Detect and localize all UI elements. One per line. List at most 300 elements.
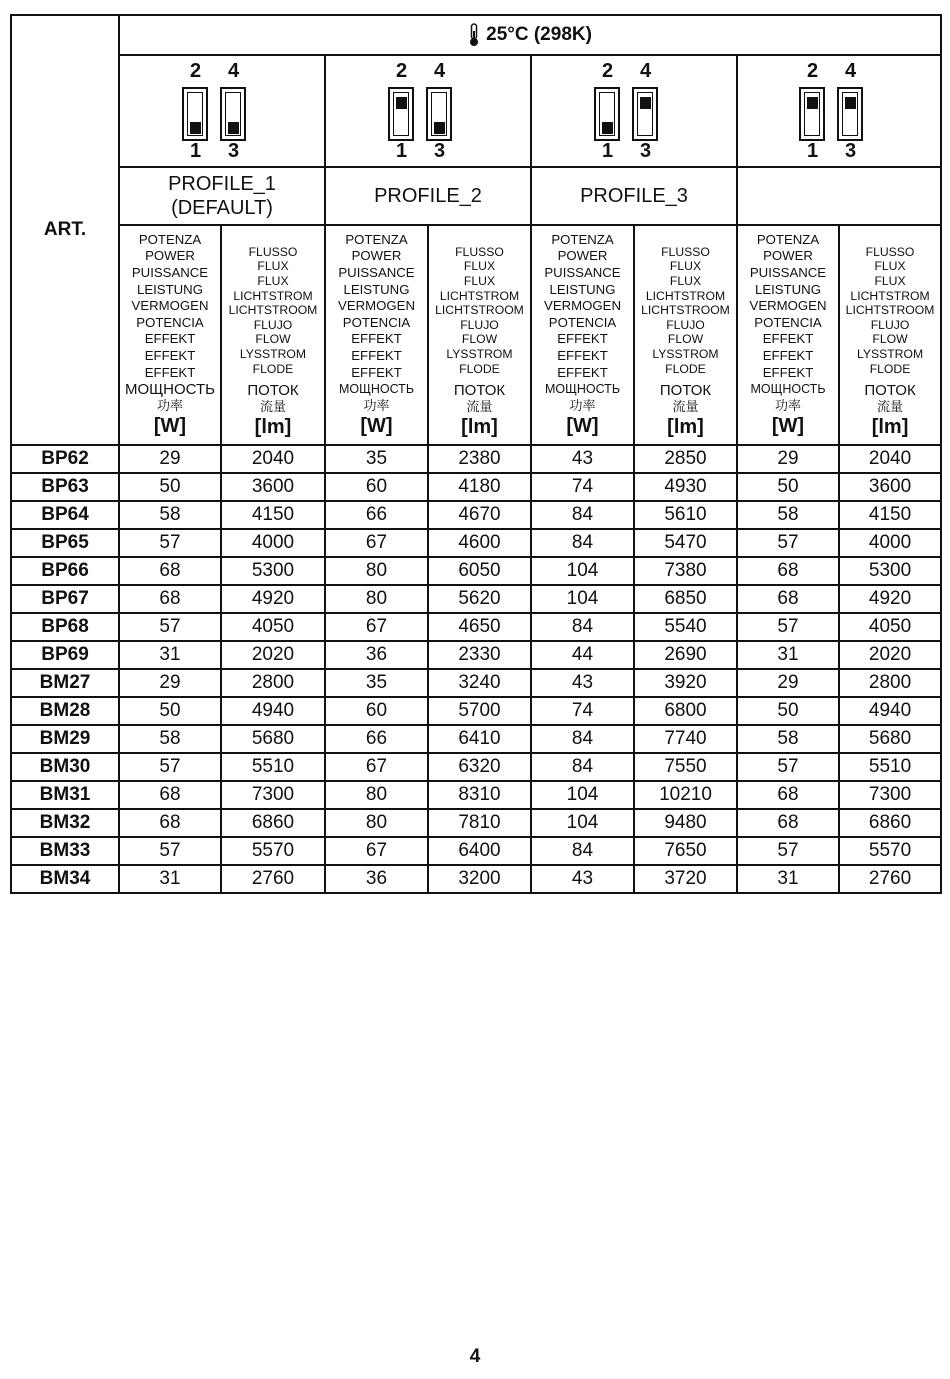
dip-switch-cell xyxy=(119,55,325,167)
profile-label: PROFILE_1 xyxy=(168,173,276,195)
power-term: VERMOGEN xyxy=(338,298,415,314)
power-value: 31 xyxy=(119,865,221,893)
flux-value: 5610 xyxy=(634,501,737,529)
power-value: 57 xyxy=(737,837,839,865)
dip-switch-knob xyxy=(190,122,201,134)
art-header xyxy=(11,15,119,445)
flux-term: LICHTSTROM xyxy=(645,288,726,303)
dip-switch-icon xyxy=(182,61,262,161)
flux-value: 4930 xyxy=(634,473,737,501)
dip-switch-number: 2 xyxy=(807,60,819,82)
dip-switch-cell xyxy=(531,55,737,167)
flux-value: 8310 xyxy=(428,781,531,809)
profile-label-cell xyxy=(325,167,531,225)
profile-sublabel: (DEFAULT) xyxy=(171,197,273,219)
flux-value: 2380 xyxy=(428,445,531,473)
flux-term: LICHTSTROM xyxy=(233,288,313,303)
power-value: 58 xyxy=(737,501,839,529)
flux-term: LYSSTROM xyxy=(446,346,513,361)
power-term: POTENCIA xyxy=(342,314,411,330)
power-value: 104 xyxy=(531,585,634,613)
flux-value: 5470 xyxy=(634,529,737,557)
power-term: POWER xyxy=(557,248,608,264)
dip-switch xyxy=(426,87,452,141)
dip-switch-knob xyxy=(640,97,651,109)
power-value: 80 xyxy=(325,557,428,585)
flux-value: 3720 xyxy=(634,865,737,893)
power-term: PUISSANCE xyxy=(749,265,827,281)
dip-switch-number: 1 xyxy=(396,140,408,162)
flux-term: LICHTSTROM xyxy=(850,288,930,303)
dip-switch-number: 4 xyxy=(228,60,240,82)
flux-value: 4000 xyxy=(221,529,325,557)
power-term-ru: МОЩНОСТЬ xyxy=(750,382,826,397)
flux-term: FLUSSO xyxy=(661,244,710,259)
flux-term-ru: ПОТОК xyxy=(247,382,299,400)
dip-switch-cell xyxy=(737,55,941,167)
dip-switch-number: 3 xyxy=(640,140,652,162)
power-term-ru: МОЩНОСТЬ xyxy=(338,382,415,397)
power-value: 43 xyxy=(531,445,634,473)
power-value: 29 xyxy=(737,445,839,473)
power-value: 68 xyxy=(119,557,221,585)
flux-label-cell xyxy=(221,225,325,445)
power-value: 84 xyxy=(531,529,634,557)
flux-value: 6860 xyxy=(221,809,325,837)
power-value: 57 xyxy=(119,529,221,557)
dip-switch xyxy=(182,87,208,141)
power-value: 57 xyxy=(119,753,221,781)
flux-value: 4670 xyxy=(428,501,531,529)
power-value: 84 xyxy=(531,501,634,529)
profile-row xyxy=(11,167,941,225)
power-value: 68 xyxy=(737,585,839,613)
flux-value: 3200 xyxy=(428,865,531,893)
flux-term: FLUSSO xyxy=(455,244,504,259)
flux-value: 2690 xyxy=(634,641,737,669)
dip-switch-number: 3 xyxy=(434,140,446,162)
flux-term: FLOW xyxy=(667,332,704,347)
flux-term: LICHTSTROOM xyxy=(845,303,935,318)
power-value: 35 xyxy=(325,669,428,697)
power-value: 84 xyxy=(531,613,634,641)
flux-value: 5300 xyxy=(221,557,325,585)
flux-value: 4920 xyxy=(221,585,325,613)
dip-switch-number: 1 xyxy=(807,140,819,162)
flux-term: LICHTSTROOM xyxy=(641,303,730,318)
flux-term: LYSSTROM xyxy=(239,346,307,361)
flux-term: FLOW xyxy=(461,332,498,347)
power-value: 74 xyxy=(531,473,634,501)
flux-term: FLUX xyxy=(874,274,906,289)
power-term: EFFEKT xyxy=(144,331,196,347)
flux-term: FLODE xyxy=(252,361,294,376)
flux-term: FLUX xyxy=(463,274,496,289)
flux-term-zh: 流量 xyxy=(259,399,286,415)
power-term: PUISSANCE xyxy=(338,265,415,281)
page-number: 4 xyxy=(469,1346,481,1367)
power-value: 35 xyxy=(325,445,428,473)
art-code: BM32 xyxy=(11,809,119,837)
flux-term-ru: ПОТОК xyxy=(453,382,506,400)
power-value: 80 xyxy=(325,585,428,613)
power-term: LEISTUNG xyxy=(755,281,821,297)
temperature-row xyxy=(11,15,941,55)
flux-term: FLUJO xyxy=(666,317,705,332)
temperature-label: 25°C (298K) xyxy=(486,24,592,46)
power-value: 31 xyxy=(119,641,221,669)
art-label: ART. xyxy=(43,219,87,240)
art-code: BP68 xyxy=(11,613,119,641)
flux-value: 4000 xyxy=(839,529,941,557)
art-code: BP64 xyxy=(11,501,119,529)
flux-value: 7550 xyxy=(634,753,737,781)
power-value: 60 xyxy=(325,473,428,501)
power-value: 36 xyxy=(325,641,428,669)
flux-term: LYSSTROM xyxy=(652,346,719,361)
flux-term: LICHTSTROOM xyxy=(435,303,524,318)
flux-term: FLODE xyxy=(459,361,500,376)
flux-value: 5510 xyxy=(839,753,941,781)
flux-value: 10210 xyxy=(634,781,737,809)
dip-switch-number: 4 xyxy=(434,60,446,82)
flux-value: 5620 xyxy=(428,585,531,613)
flux-value: 2020 xyxy=(221,641,325,669)
flux-value: 5680 xyxy=(221,725,325,753)
flux-value: 5570 xyxy=(839,837,941,865)
flux-value: 4650 xyxy=(428,613,531,641)
flux-value: 6800 xyxy=(634,697,737,725)
dip-switch xyxy=(837,87,863,141)
flux-term: FLUJO xyxy=(253,317,293,332)
profile-label-cell xyxy=(119,167,325,225)
flux-value: 4150 xyxy=(839,501,941,529)
dip-switch xyxy=(799,87,825,141)
dip-switch-number: 3 xyxy=(845,140,857,162)
power-value: 68 xyxy=(737,781,839,809)
profile-label-cell xyxy=(531,167,737,225)
flux-value: 3600 xyxy=(839,473,941,501)
table-row xyxy=(11,473,941,501)
table-row xyxy=(11,641,941,669)
power-value: 104 xyxy=(531,809,634,837)
thermometer-icon xyxy=(468,23,480,47)
flux-value: 4150 xyxy=(221,501,325,529)
flux-term: FLOW xyxy=(872,332,908,347)
dip-switch-number: 2 xyxy=(190,60,202,82)
power-term: LEISTUNG xyxy=(137,281,203,297)
power-term: LEISTUNG xyxy=(343,281,410,297)
flux-unit: [lm] xyxy=(461,416,498,439)
power-value: 31 xyxy=(737,641,839,669)
flux-term-zh: 流量 xyxy=(466,399,493,415)
flux-value: 2800 xyxy=(839,669,941,697)
dip-switch-knob xyxy=(228,122,239,134)
art-code: BP69 xyxy=(11,641,119,669)
art-code: BP63 xyxy=(11,473,119,501)
flux-term: LICHTSTROM xyxy=(439,288,520,303)
table-row xyxy=(11,529,941,557)
flux-value: 3920 xyxy=(634,669,737,697)
flux-term: LYSSTROM xyxy=(856,346,924,361)
power-value: 29 xyxy=(119,669,221,697)
flux-value: 4180 xyxy=(428,473,531,501)
flux-value: 9480 xyxy=(634,809,737,837)
power-value: 43 xyxy=(531,865,634,893)
power-term: EFFEKT xyxy=(762,364,814,380)
flux-unit: [lm] xyxy=(871,416,909,439)
power-value: 29 xyxy=(119,445,221,473)
flux-term: FLUX xyxy=(874,259,906,274)
flux-term-ru: ПОТОК xyxy=(659,382,712,400)
power-term-zh: 功率 xyxy=(569,398,596,414)
dip-switch-number: 2 xyxy=(602,60,614,82)
power-term: VERMOGEN xyxy=(131,298,209,314)
flux-value: 6320 xyxy=(428,753,531,781)
power-term: EFFEKT xyxy=(762,331,814,347)
dip-switch-number: 4 xyxy=(845,60,857,82)
table-row xyxy=(11,585,941,613)
flux-label-cell xyxy=(839,225,941,445)
flux-term: FLUX xyxy=(257,259,289,274)
dip-switch-icon xyxy=(594,61,674,161)
power-value: 66 xyxy=(325,725,428,753)
table-row xyxy=(11,753,941,781)
power-term: EFFEKT xyxy=(351,364,402,380)
power-value: 43 xyxy=(531,669,634,697)
art-code: BM28 xyxy=(11,697,119,725)
dip-switch-row xyxy=(11,55,941,167)
flux-value: 7380 xyxy=(634,557,737,585)
power-term: EFFEKT xyxy=(351,331,402,347)
power-value: 67 xyxy=(325,753,428,781)
power-value: 58 xyxy=(737,725,839,753)
power-value: 57 xyxy=(737,753,839,781)
flux-value: 6860 xyxy=(839,809,941,837)
power-value: 68 xyxy=(119,781,221,809)
power-value: 68 xyxy=(119,809,221,837)
power-term: POTENZA xyxy=(345,231,408,247)
table-row xyxy=(11,501,941,529)
power-value: 57 xyxy=(119,837,221,865)
power-term-zh: 功率 xyxy=(774,398,801,414)
power-term-zh: 功率 xyxy=(363,398,390,414)
flux-label-cell xyxy=(634,225,737,445)
power-term: PUISSANCE xyxy=(131,265,209,281)
power-term: EFFEKT xyxy=(351,347,402,363)
flux-value: 5510 xyxy=(221,753,325,781)
flux-value: 2040 xyxy=(839,445,941,473)
dip-switch-knob xyxy=(845,97,856,109)
power-value: 50 xyxy=(119,697,221,725)
power-value: 57 xyxy=(737,529,839,557)
power-value: 66 xyxy=(325,501,428,529)
flux-value: 7740 xyxy=(634,725,737,753)
flux-value: 2330 xyxy=(428,641,531,669)
power-term: EFFEKT xyxy=(557,347,608,363)
art-code: BM29 xyxy=(11,725,119,753)
flux-value: 7650 xyxy=(634,837,737,865)
flux-value: 2020 xyxy=(839,641,941,669)
power-term: EFFEKT xyxy=(557,331,608,347)
flux-value: 3600 xyxy=(221,473,325,501)
flux-value: 2760 xyxy=(839,865,941,893)
power-term: EFFEKT xyxy=(144,364,196,380)
dip-switch-knob xyxy=(807,97,818,109)
flux-term: LICHTSTROOM xyxy=(228,303,318,318)
flux-value: 7810 xyxy=(428,809,531,837)
flux-value: 5680 xyxy=(839,725,941,753)
art-code: BM31 xyxy=(11,781,119,809)
power-term: EFFEKT xyxy=(557,364,608,380)
flux-value: 6400 xyxy=(428,837,531,865)
power-value: 84 xyxy=(531,753,634,781)
power-value: 31 xyxy=(737,865,839,893)
power-value: 67 xyxy=(325,613,428,641)
flux-value: 2040 xyxy=(221,445,325,473)
dip-switch-knob xyxy=(396,97,407,109)
power-value: 67 xyxy=(325,837,428,865)
dip-switch xyxy=(594,87,620,141)
dip-switch xyxy=(220,87,246,141)
table-row xyxy=(11,557,941,585)
flux-term-ru: ПОТОК xyxy=(864,382,916,400)
power-label-cell xyxy=(325,225,428,445)
table-row xyxy=(11,445,941,473)
flux-term: FLUJO xyxy=(870,317,910,332)
power-value: 57 xyxy=(737,613,839,641)
flux-value: 5540 xyxy=(634,613,737,641)
flux-term: FLUSSO xyxy=(865,244,915,259)
dip-switch xyxy=(388,87,414,141)
power-term: POTENZA xyxy=(551,231,614,247)
dip-switch-number: 1 xyxy=(602,140,614,162)
flux-value: 4940 xyxy=(839,697,941,725)
dip-switch-number: 4 xyxy=(640,60,652,82)
flux-value: 4600 xyxy=(428,529,531,557)
dip-switch-number: 3 xyxy=(228,140,240,162)
power-term: POTENCIA xyxy=(136,314,204,330)
table-row xyxy=(11,697,941,725)
power-term: LEISTUNG xyxy=(549,281,616,297)
power-value: 60 xyxy=(325,697,428,725)
flux-term: FLUX xyxy=(669,259,702,274)
profile-label-cell xyxy=(737,167,941,225)
power-value: 74 xyxy=(531,697,634,725)
power-term: POTENCIA xyxy=(548,314,617,330)
table-row xyxy=(11,725,941,753)
flux-value: 7300 xyxy=(221,781,325,809)
flux-term: FLUSSO xyxy=(248,244,298,259)
dip-switch-knob xyxy=(602,122,613,134)
art-code: BM34 xyxy=(11,865,119,893)
power-value: 50 xyxy=(119,473,221,501)
flux-value: 6410 xyxy=(428,725,531,753)
power-term: VERMOGEN xyxy=(749,298,827,314)
flux-term: FLUX xyxy=(669,274,702,289)
dip-switch-cell xyxy=(325,55,531,167)
power-value: 84 xyxy=(531,837,634,865)
power-term: POWER xyxy=(763,248,813,264)
flux-value: 5570 xyxy=(221,837,325,865)
table-row xyxy=(11,781,941,809)
power-term: POTENCIA xyxy=(754,314,822,330)
flux-unit: [lm] xyxy=(667,416,704,439)
flux-value: 2760 xyxy=(221,865,325,893)
art-code: BM27 xyxy=(11,669,119,697)
power-unit: [W] xyxy=(771,415,805,438)
power-term: POWER xyxy=(351,248,402,264)
power-value: 68 xyxy=(737,557,839,585)
power-term: POTENZA xyxy=(756,231,820,247)
flux-value: 4050 xyxy=(221,613,325,641)
quantity-label-row xyxy=(11,225,941,445)
power-value: 67 xyxy=(325,529,428,557)
power-value: 57 xyxy=(119,613,221,641)
dip-switch-icon xyxy=(388,61,468,161)
flux-value: 2850 xyxy=(634,445,737,473)
power-term-ru: МОЩНОСТЬ xyxy=(124,381,216,399)
flux-term: FLOW xyxy=(255,332,291,347)
flux-label-cell xyxy=(428,225,531,445)
flux-value: 6850 xyxy=(634,585,737,613)
dip-switch-knob xyxy=(434,122,445,134)
flux-value: 2800 xyxy=(221,669,325,697)
power-term: EFFEKT xyxy=(762,347,814,363)
temperature-header xyxy=(119,15,941,55)
power-term-ru: МОЩНОСТЬ xyxy=(544,382,621,397)
power-label-cell xyxy=(531,225,634,445)
dip-switch-number: 2 xyxy=(396,60,408,82)
flux-value: 4050 xyxy=(839,613,941,641)
flux-value: 7300 xyxy=(839,781,941,809)
flux-value: 6050 xyxy=(428,557,531,585)
flux-value: 5700 xyxy=(428,697,531,725)
profile-label: PROFILE_3 xyxy=(580,185,688,207)
table-row xyxy=(11,669,941,697)
table-row xyxy=(11,865,941,893)
dip-switch-icon xyxy=(799,61,879,161)
power-value: 36 xyxy=(325,865,428,893)
power-term: POWER xyxy=(145,248,195,264)
flux-value: 4920 xyxy=(839,585,941,613)
spec-table xyxy=(10,14,942,894)
art-code: BP67 xyxy=(11,585,119,613)
art-code: BM33 xyxy=(11,837,119,865)
power-value: 29 xyxy=(737,669,839,697)
table-row xyxy=(11,613,941,641)
power-value: 58 xyxy=(119,501,221,529)
dip-switch-number: 1 xyxy=(190,140,202,162)
power-term: EFFEKT xyxy=(144,347,196,363)
flux-term-zh: 流量 xyxy=(877,399,904,415)
power-term: PUISSANCE xyxy=(544,265,621,281)
power-term-zh: 功率 xyxy=(156,398,183,414)
flux-value: 4940 xyxy=(221,697,325,725)
power-value: 104 xyxy=(531,781,634,809)
art-code: BM30 xyxy=(11,753,119,781)
power-label-cell xyxy=(737,225,839,445)
flux-value: 5300 xyxy=(839,557,941,585)
power-value: 80 xyxy=(325,781,428,809)
art-code: BP66 xyxy=(11,557,119,585)
flux-term: FLODE xyxy=(869,361,911,376)
flux-term: FLUX xyxy=(463,259,496,274)
table-row xyxy=(11,809,941,837)
flux-value: 3240 xyxy=(428,669,531,697)
power-value: 68 xyxy=(119,585,221,613)
art-code: BP65 xyxy=(11,529,119,557)
